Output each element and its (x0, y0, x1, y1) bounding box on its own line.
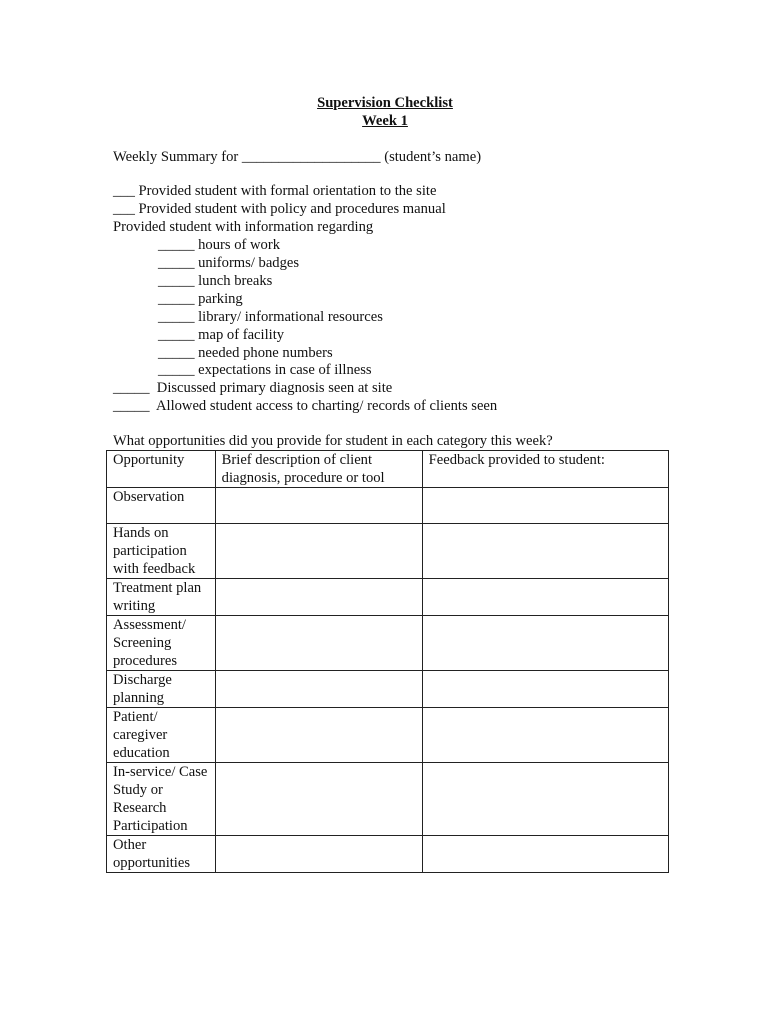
table-row (107, 836, 669, 873)
checklist-subitem-library: _____ library/ informational resources (158, 309, 383, 325)
row-label-in-service: In-service/ Case Study or Research Participation (107, 763, 216, 836)
row-label-other: Other opportunities (107, 836, 216, 873)
table-row (107, 763, 669, 836)
opportunities-table (106, 450, 669, 873)
table-row (107, 524, 669, 579)
description-cell[interactable] (215, 616, 422, 671)
row-label-patient-education: Patient/ caregiver education (107, 708, 216, 763)
table-header-row (107, 451, 669, 488)
feedback-cell[interactable] (422, 708, 668, 763)
feedback-cell[interactable] (422, 579, 668, 616)
table-row (107, 708, 669, 763)
feedback-cell[interactable] (422, 763, 668, 836)
document-subtitle: Week 1 (362, 113, 408, 129)
description-cell[interactable] (215, 763, 422, 836)
table-row (107, 579, 669, 616)
checklist-subitem-uniforms: _____ uniforms/ badges (158, 255, 300, 271)
checklist-item-orientation: ___ Provided student with formal orientation to the site (113, 183, 437, 199)
feedback-cell[interactable] (422, 488, 668, 524)
header-opportunity: Opportunity (107, 451, 216, 488)
header-brief-description: Brief description of client diagnosis, procedure or tool (215, 451, 422, 488)
description-cell[interactable] (215, 579, 422, 616)
feedback-cell[interactable] (422, 616, 668, 671)
checklist-subitem-illness: _____ expectations in case of illness (158, 362, 372, 378)
row-label-assessment: Assessment/ Screening procedures (107, 616, 216, 671)
weekly-summary-line: Weekly Summary for ___________________ (student’s name) (113, 149, 482, 165)
table-row (107, 616, 669, 671)
feedback-cell[interactable] (422, 671, 668, 708)
row-label-hands-on: Hands on participation with feedback (107, 524, 216, 579)
header-feedback: Feedback provided to student: (422, 451, 668, 488)
description-cell[interactable] (215, 524, 422, 579)
row-label-observation: Observation (107, 488, 216, 524)
row-label-treatment-plan: Treatment plan writing (107, 579, 216, 616)
feedback-cell[interactable] (422, 836, 668, 873)
checklist-item-diagnosis: _____ Discussed primary diagnosis seen at site (113, 380, 393, 396)
checklist-subitem-parking: _____ parking (158, 291, 243, 307)
document-title: Supervision Checklist (317, 95, 453, 111)
checklist-item-information: Provided student with information regarding (113, 219, 374, 235)
feedback-cell[interactable] (422, 524, 668, 579)
opportunities-question: What opportunities did you provide for student in each category this week? (113, 433, 553, 449)
description-cell[interactable] (215, 671, 422, 708)
description-cell[interactable] (215, 708, 422, 763)
checklist-subitem-hours: _____ hours of work (158, 237, 281, 253)
description-cell[interactable] (215, 836, 422, 873)
description-cell[interactable] (215, 488, 422, 524)
checklist-subitem-lunch: _____ lunch breaks (158, 273, 273, 289)
table-row (107, 488, 669, 524)
row-label-discharge: Discharge planning (107, 671, 216, 708)
checklist-subitem-map: _____ map of facility (158, 327, 285, 343)
checklist-item-charting: _____ Allowed student access to charting/ records of clients seen (113, 398, 498, 414)
table-row (107, 671, 669, 708)
checklist-subitem-phone: _____ needed phone numbers (158, 345, 333, 361)
checklist-item-policy-manual: ___ Provided student with policy and procedures manual (113, 201, 446, 217)
